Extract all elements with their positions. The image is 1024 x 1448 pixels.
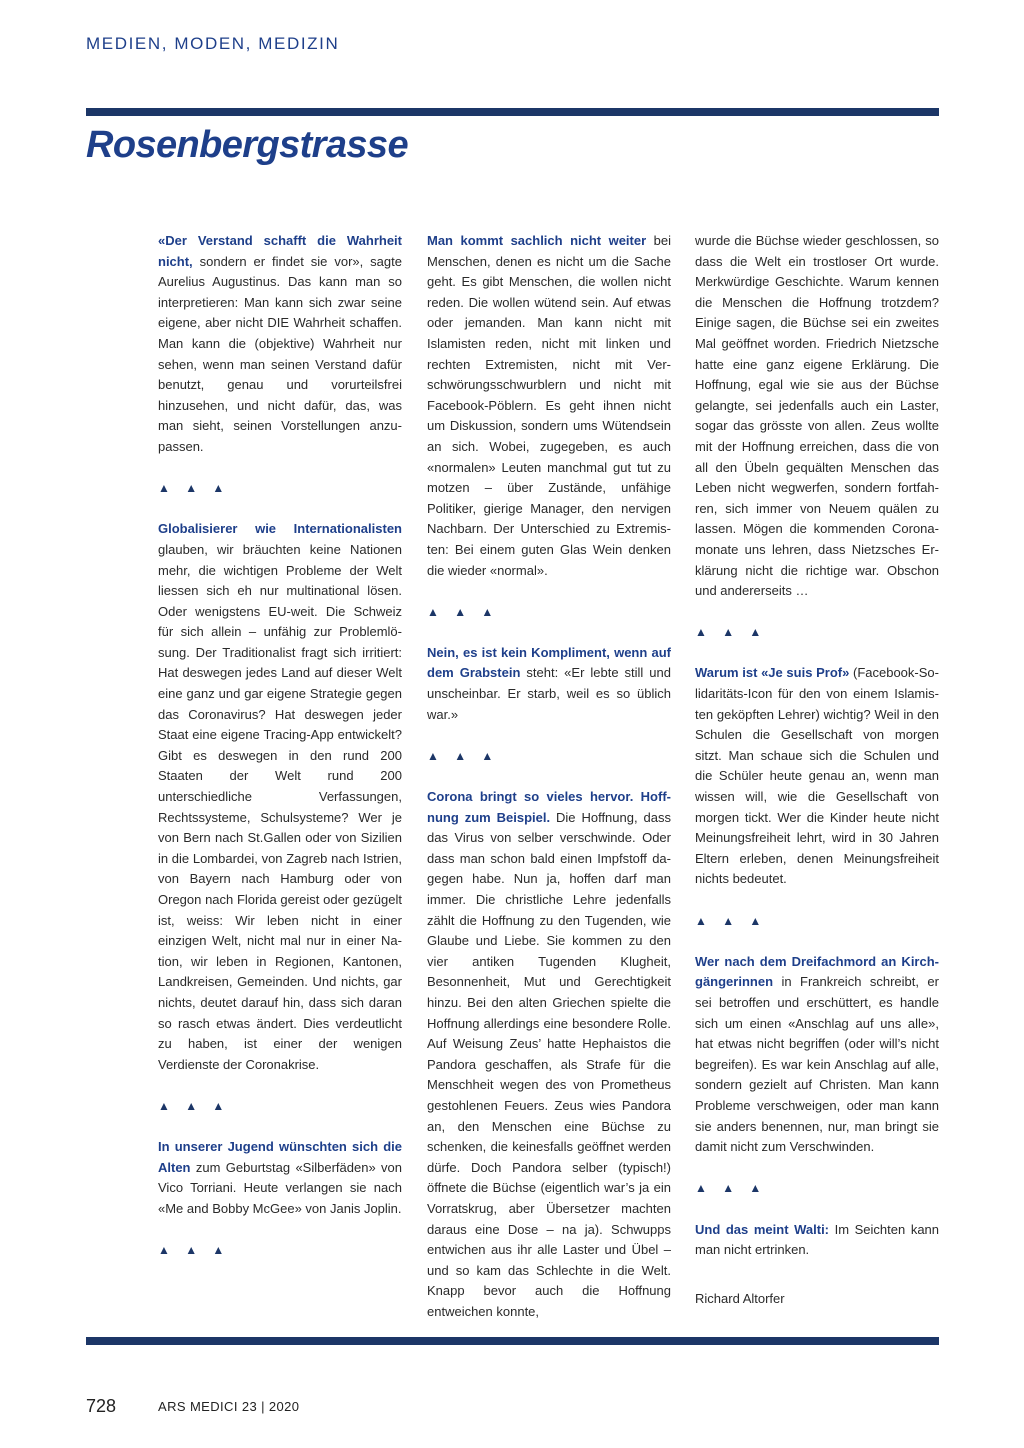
separator-triangles: ▲ ▲ ▲ bbox=[158, 481, 231, 496]
separator-triangles: ▲ ▲ ▲ bbox=[427, 604, 500, 619]
paragraph bbox=[695, 231, 939, 602]
paragraph bbox=[695, 663, 939, 890]
paragraph-text: sondern er findet sie vor», sagte Aurelius Augustinus. Das kann man so interpretieren: Man kann sich zwar seine eigene, aber nicht DIE Wahrheit schaffen. Man kann die (objektive) Wahrheit nur sehen, wenn man seinen Verstand dafür benutzt, genau und vorurteilsfrei hinzusehen, und nicht dafür, das, was man sieht, seinen Vorstellungen anzupassen. bbox=[158, 253, 402, 454]
paragraph bbox=[427, 231, 671, 581]
paragraph-text: wurde die Büchse wieder geschlossen, so dass die Welt ein trostloser Ort wurde. Merkwürdige Geschichte. Warum kennen die Menschen die Hoffnung trotzdem? Einige sagen, die Büchse sei ein zweites Mal geöffnet worden. Friedrich Nietzsche hatte eine ganz eigene Erklärung. Die Hoffnung, egal wie sie aus der Büchse gelangte, sei jedenfalls auch ein Laster, sogar das grösste von allen. Zeus wollte mit der Hoffnung erreichen, dass die von all den Übeln gequälten Menschen das Leben nicht wegwerfen, sondern fortfahren, sich immer von Neuem quälen zu lassen. Mögen die kommenden Coronamonate uns lehren, dass Nietzsches Erklärung nicht die richtige war. Obschon und andererseits … bbox=[695, 233, 939, 599]
paragraph-text: glauben, wir bräuchten keine Nationen mehr, die wichtigen Probleme der Welt liessen sich eh nur multinational lösen. Oder wenigstens EU-weit. Die Schweiz für sich allein – unfähig zur Problemlösung. Der Traditionalist fragt sich irritiert: Hat deswegen jedes Land auf dieser Welt eine ganz und gar eigene Strategie gegen das Coronavirus? Hat deswegen jeder Staat eine eigene Tracing-App entwickelt? Gibt es deswegen in den rund 200 Staaten der Welt rund 200 unterschiedliche Verfassungen, Rechtssysteme, Schulsysteme? Wer je von Bern nach St.Gallen oder von Sizilien in die Lombardei, von Zagreb nach Istrien, von Bayern nach Hamburg oder von Oregon nach Florida gereist oder gezügelt ist, weiss: Wir leben nicht in einer einzigen Welt, nicht mal nur in einer Nation, wir leben in Regionen, Kantonen, Landkreisen, Gemeinden. Und nichts, gar nichts, deutet darauf hin, dass sich daran so rasch etwas ändert. Dies verdeutlicht zu haben, ist einer der wenigen Verdienste der Coronakrise. bbox=[158, 541, 402, 1072]
paragraph-text: bei Menschen, denen es nicht um die Sache geht. Es gibt Menschen, die wollen nicht reden. Die wollen wütend sein. Auf etwas oder jemanden. Man kann nicht mit Islamisten reden, nicht mit linken und rechten Extremisten, nicht mit Verschwörungsschwurblern und nicht mit Facebook-Pöblern. Es geht ihnen nicht um Diskussion, sondern ums Wütendsein an sich. Wobei, zugegeben, es auch «normalen» Leuten manchmal gut tut zu motzen – über Zustände, unfähige Politiker, gierige Manager, den nervigen Nachbarn. Der Unterschied zu Extremisten: Bei einem guten Glas Wein denken die wieder «normal». bbox=[427, 233, 671, 578]
paragraph-text: steht: «Er lebte still und unscheinbar. Er starb, weil es so üblich war.» bbox=[427, 665, 671, 722]
lead-in: Man kommt sachlich nicht weiter bbox=[427, 233, 647, 248]
lead-in: Globalisierer wie Internationalisten bbox=[158, 521, 402, 537]
paragraph-text: zum Geburtstag «Silberfäden» von Vico Torriani. Heute verlangen sie nach «Me and Bobby McGee» von Janis Joplin. bbox=[158, 1159, 402, 1216]
separator-triangles: ▲ ▲ ▲ bbox=[695, 1181, 768, 1196]
lead-in: Corona bringt so vieles hervor. Hoffnung zum Beispiel. bbox=[427, 789, 671, 825]
article-title: Rosenbergstrasse bbox=[86, 124, 408, 166]
author-signature: Richard Altorfer bbox=[695, 1291, 785, 1307]
separator-triangles: ▲ ▲ ▲ bbox=[695, 913, 768, 928]
paragraph-text: Im Seichten kann man nicht ertrinken. bbox=[695, 1221, 940, 1258]
paragraph bbox=[158, 519, 402, 1075]
bottom-rule bbox=[86, 1337, 939, 1345]
column-3 bbox=[695, 231, 939, 1310]
separator-triangles: ▲ ▲ ▲ bbox=[427, 748, 500, 763]
paragraph-text: (Facebook-Solidaritäts-Icon für den von einem Islamisten geköpften Lehrer) wichtig? Weil in den Schulen die Gesellschaft von morgen sitzt. Man schaue sich die Schulen und die Schüler heute genau an, wenn man wissen will, wie die Gesellschaft von morgen tickt. Wer die Kinder heute nicht Meinungsfreiheit lehrt, wird in 30 Jahren Eltern erleben, denen Meinungsfreiheit nichts bedeutet. bbox=[695, 665, 939, 887]
lead-in: In unserer Jugend wünschten sich die Alten bbox=[158, 1139, 402, 1175]
paragraph bbox=[158, 1137, 402, 1219]
separator-triangles: ▲ ▲ ▲ bbox=[158, 1243, 231, 1258]
paragraph-text: in Frankreich schreibt, er sei betroffen und erschüttert, es handle sich um einen «Anschlag auf uns alle», hat etwas nicht begriffen (oder will’s nicht begreifen). Es war kein Anschlag auf alle, sondern gezielt auf Christen. Man kann Probleme verschweigen, oder man kann sie anders benennen, nur, man bringt sie damit nicht zum Verschwinden. bbox=[695, 974, 939, 1155]
paragraph bbox=[427, 643, 671, 725]
separator-triangles: ▲ ▲ ▲ bbox=[695, 625, 768, 640]
lead-in: Und das meint Walti: bbox=[695, 1221, 830, 1237]
paragraph bbox=[695, 952, 939, 1158]
paragraph-text: Die Hoffnung, dass das Virus von selber verschwinde. Oder dass man schon bald einen Impfstoff dagegen habe. Nun ja, hoffen darf man immer. Die christliche Lehre jedenfalls zählt die Hoffnung zu den Tugenden, wie Glaube und Liebe. Sie kommen zu den vier antiken Tugenden Klugheit, Besonnenheit, Mut und Gerechtigkeit hinzu. Bei den alten Griechen spielte die Hoffnung allerdings eine besondere Rolle. Auf Weisung Zeus’ hatte Hephaistos die Pandora geschaffen, als Strafe für die Menschheit wegen des von Prometheus gestohlenen Feuers. Zeus wies Pandora an, den Menschen eine Büchse zu schenken, die keinesfalls geöffnet werden dürfe. Doch Pandora selber (typisch!) öffnete die Büchse (eigentlich war’s ja ein Vorratskrug, aber Übersetzer machten daraus eine Dose – na ja). Schwupps entwichen aus ihr alle Laster und Übel – und so kam das Schlechte in die Welt. Knapp bevor auch die Hoffnung entweichen konnte, bbox=[427, 809, 671, 1319]
lead-in: Warum ist «Je suis Prof» bbox=[695, 665, 850, 681]
lead-in: «Der Verstand schafft die Wahrheit nicht, bbox=[158, 233, 402, 269]
section-label: MEDIEN, MODEN, MEDIZIN bbox=[86, 34, 340, 53]
page-number: 728 bbox=[86, 1396, 117, 1416]
lead-in: Wer nach dem Dreifachmord an Kirchgängerinnen bbox=[695, 953, 939, 990]
separator-triangles: ▲ ▲ ▲ bbox=[158, 1098, 231, 1113]
column-1 bbox=[158, 231, 402, 1261]
column-2 bbox=[427, 231, 671, 1322]
paragraph bbox=[695, 1220, 939, 1261]
paragraph bbox=[158, 231, 402, 458]
lead-in: Nein, es ist kein Kompliment, wenn auf dem Grabstein bbox=[427, 644, 671, 681]
top-rule bbox=[86, 108, 939, 116]
paragraph bbox=[427, 787, 671, 1322]
journal-issue: ARS MEDICI 23 | 2020 bbox=[158, 1399, 300, 1414]
